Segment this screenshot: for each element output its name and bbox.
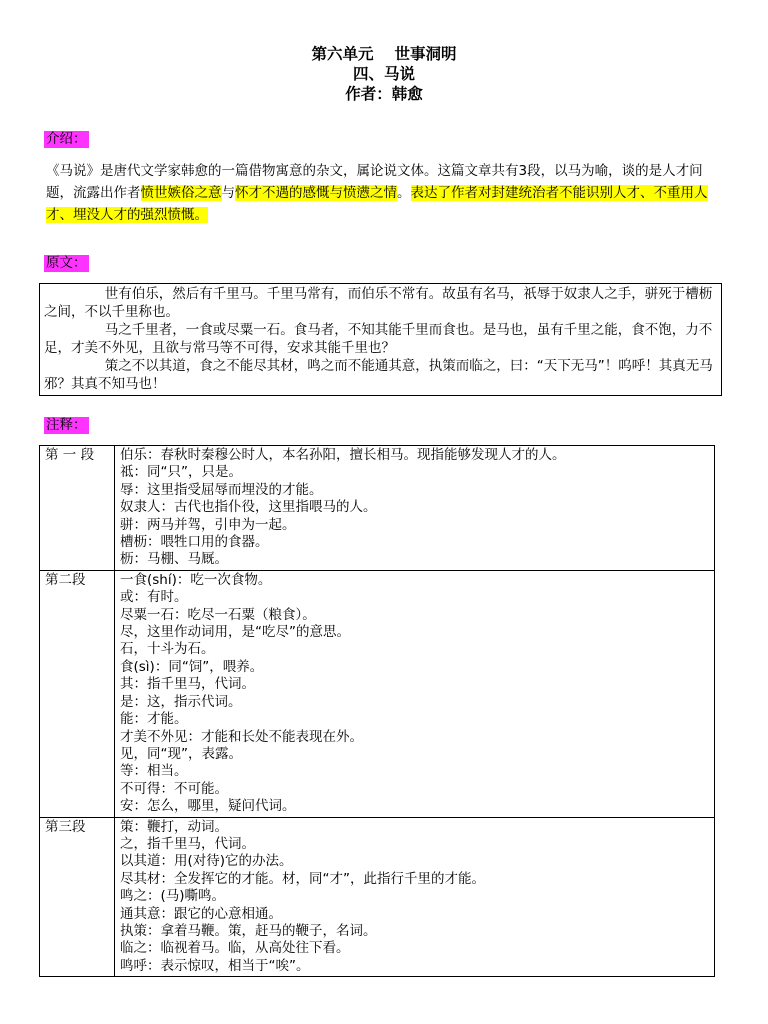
section-name: 第 一 段 [40,446,115,571]
note-line: 或：有时。 [120,589,188,606]
note-line: 不可得：不可能。 [120,780,228,797]
section-notes [115,570,715,817]
note-line: 等：相当。 [120,763,188,780]
note-line: 安：怎么，哪里，疑问代词。 [120,798,296,815]
unit-title: 第六单元 世事洞明 [311,45,457,63]
section-notes [115,817,715,977]
intro-period: 。 [397,185,411,201]
note-line: 以其道：用(对待)它的办法。 [120,853,293,870]
original-paragraph-3: 策之不以其道，食之不能尽其材，鸣之而不能通其意，执策而临之，曰：“天下无马”！呜呼！其真无马邪？其真不知马也！ [44,358,713,392]
original-label: 原文： [46,255,87,271]
intro-label: 介绍： [46,131,87,147]
intro-paragraph [46,160,722,226]
section-name: 第三段 [40,817,115,977]
notes-row [40,570,715,817]
intro-highlight-2: 怀才不遇的感慨与愤懑之情 [235,185,397,201]
intro-text: 《马说》是唐代文学家韩愈的一篇借物寓意的杂文，属论说文体。这篇文章共有3段，以马为喻，谈的是人才问题，流露出作者 [46,163,703,201]
note-line: 槽枥：喂牲口用的食器。 [120,534,269,551]
lesson-title: 四、马说 [352,65,415,83]
note-line: 临之：临视着马。临，从高处往下看。 [120,940,350,957]
note-line: 尽，这里作动词用，是“吃尽”的意思。 [120,624,350,641]
note-line: 执策：拿着马鞭。策，赶马的鞭子，名词。 [120,922,377,939]
note-line: 奴隶人：古代也指仆役，这里指喂马的人。 [120,499,377,516]
intro-connector: 与 [221,185,235,201]
section-name: 第二段 [40,570,115,817]
note-line: 辱：这里指受屈辱而埋没的才能。 [120,481,323,498]
intro-highlight-1: 愤世嫉俗之意 [140,185,222,201]
notes-label: 注释： [46,417,87,433]
note-line: 食(sì)：同“饲”，喂养。 [120,658,264,675]
note-line: 是：这，指示代词。 [120,693,242,710]
note-line: 尽粟一石：吃尽一石粟（粮食）。 [120,606,316,623]
notes-row [40,817,715,977]
original-paragraph-1: 世有伯乐，然后有千里马。千里马常有，而伯乐不常有。故虽有名马，祇辱于奴隶人之手，骈死于槽枥之间，不以千里称也。 [44,286,713,320]
note-line: 能：才能。 [120,711,188,728]
original-text-box [39,283,722,396]
notes-row [40,446,715,571]
note-line: 通其意：跟它的心意相通。 [120,905,282,922]
intro-highlight-3: 表达了作者对封建统治者不能识别人才、不重用人才、埋没人才的强烈愤慨。 [46,185,708,223]
author-line: 作者：韩愈 [345,85,423,103]
note-line: 一食(shí)：吃一次食物。 [120,571,272,588]
note-line: 祗：同“只”，只是。 [120,464,242,481]
notes-table [39,445,715,977]
note-line: 其：指千里马，代词。 [120,676,255,693]
section-notes [115,446,715,571]
note-line: 见，同“现”，表露。 [120,745,242,762]
note-line: 枥：马棚、马厩。 [120,551,228,568]
note-line: 之，指千里马，代词。 [120,835,255,852]
note-line: 骈：两马并驾，引申为一起。 [120,516,296,533]
note-line: 鸣呼：表示惊叹，相当于“唉”。 [120,957,310,974]
note-line: 石，十斗为石。 [120,641,215,658]
original-paragraph-2: 马之千里者，一食或尽粟一石。食马者，不知其能千里而食也。是马也，虽有千里之能，食不饱，力不足，才美不外见，且欲与常马等不可得，安求其能千里也？ [44,322,713,356]
note-line: 鸣之：(马)嘶鸣。 [120,888,226,905]
note-line: 策：鞭打，动词。 [120,818,228,835]
document-header [0,44,768,104]
note-line: 才美不外见：才能和长处不能表现在外。 [120,728,363,745]
note-line: 尽其材：全发挥它的才能。材，同“才”，此指行千里的才能。 [120,870,485,887]
note-line: 伯乐：春秋时秦穆公时人，本名孙阳，擅长相马。现指能够发现人才的人。 [120,447,566,463]
